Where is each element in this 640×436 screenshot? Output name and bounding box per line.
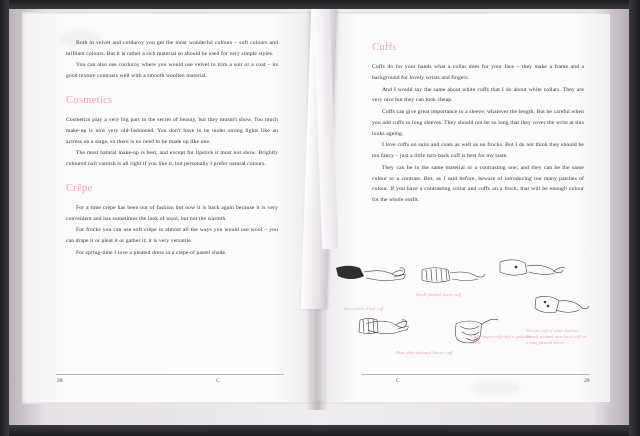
scan-blemish <box>470 380 520 396</box>
cuff-illustrations <box>330 246 602 366</box>
paragraph: For spring-time I love a pleated dress in a crepe of pastel shade. <box>76 249 227 256</box>
paragraph: You can also use corduroy where you would use velvet to trim a suit or a coat – its good texture contrasts well with a smooth woollen material. <box>66 62 278 80</box>
section-heading-cosmetics: Cosmetics <box>66 94 113 106</box>
scanner-edge-right <box>629 0 640 436</box>
paragraph: The most natural make-up is best, and except for lipstick it must not show. Brightly coloured nail varnish is all right if you like it, but personally I prefer natural colours. <box>66 150 278 168</box>
illustration-caption: Small pleated sleeve cuff <box>416 292 462 297</box>
paragraph: Cuffs can give great importance to a sleeve, whatever the length. But be careful when you add cuffs to long sleeves. They should not be so long that they cover the wrist at this looks ageing. <box>372 109 584 137</box>
paragraph: They can be in the same material or a contrasting one; and they can be the same colour or a contrast. But, as I said before, beware of introducing too many patches of colour. If you have a contrasting collar and cuffs on a frock, that will be enough colour for the whole outfit. <box>372 164 584 203</box>
left-page-text-column <box>66 38 278 260</box>
right-page-footer-rule <box>362 374 590 375</box>
right-page-text-column <box>372 38 584 207</box>
illustration-caption: A full shaped cuff with a gathered sleeve <box>470 334 532 346</box>
paragraph: I love cuffs on suits and coats as well as on frocks. But I do not think they should be too fancy – just a little turn-back cuff is best for my taste. <box>372 142 584 160</box>
paragraph: Cosmetics play a very big part in the secret of beauty, but they mustn't show. Too much make-up is now very old-fashioned. You don't have to be under strong lights like an actress on a stage, so there is no need to be made up like one. <box>66 117 278 145</box>
paragraph: For a time crêpe has been out of fashion but now it is back again because it is very convenient and has sometimes the look of wool, but not the warmth. <box>66 204 278 222</box>
right-page-folio: 29 <box>584 378 590 384</box>
paragraph: Cuffs do for your hands what a collar does for your face – they make a frame and a background for lovely wrists and fingers. <box>372 64 584 81</box>
left-page-footer-rule <box>56 374 284 375</box>
right-page-center-mark: C <box>396 378 400 384</box>
paragraph: For frocks you can use soft crêpe in almost all the ways you would use wool – you can drape it or pleat it or gather it; it is very versatile. <box>66 227 278 245</box>
illustration-caption: Neat shirt-buttoned blouse cuff <box>396 350 453 355</box>
illustration-caption: Narrow cuff of white buttons. Deeply pointed turn-back cuff on a long pleated sleeve <box>526 328 586 346</box>
scanner-edge-left <box>0 0 9 436</box>
section-heading-crepe: Crêpe <box>66 182 93 194</box>
illustration-caption: Detachable fitted cuff <box>344 306 384 311</box>
paragraph: Both in velvet and corduroy you get the most wonderful colours – soft colours and brilliant colours. But it is rather a rich material so should be used for very simple styles. <box>66 40 278 57</box>
scanner-edge-top <box>0 0 640 9</box>
left-page-center-mark: C <box>216 378 220 384</box>
left-page-folio: 28 <box>57 378 63 384</box>
section-heading-cuffs: Cuffs <box>372 42 397 53</box>
scanner-edge-bottom <box>0 425 640 436</box>
paragraph: And I would say the same about white cuffs that I do about white collars. They are very nice but they can look cheap. <box>372 86 584 104</box>
